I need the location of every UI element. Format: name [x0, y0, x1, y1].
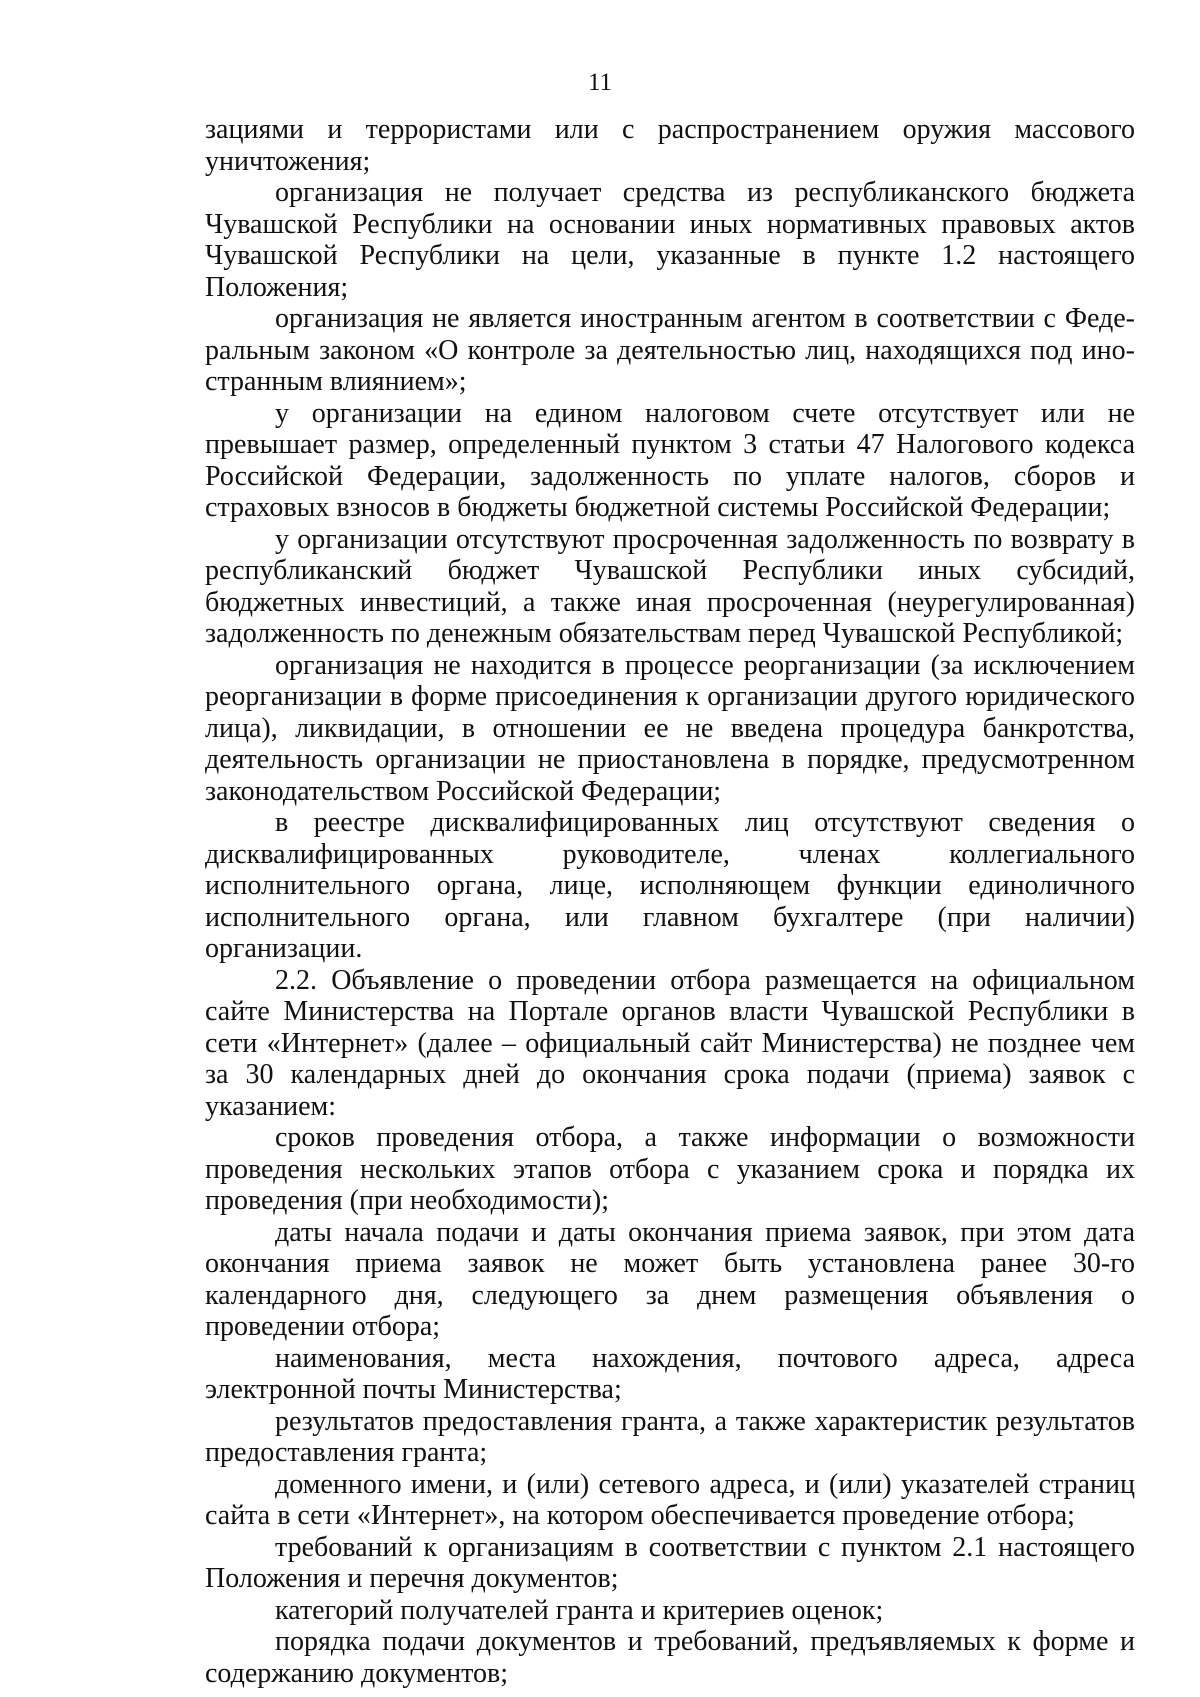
- paragraph: наименования, места нахождения, почтового адреса, адреса электронной почты Министерства;: [205, 1342, 1135, 1405]
- paragraph: категорий получателей гранта и критериев оценок;: [275, 1594, 884, 1626]
- paragraph: даты начала подачи и даты окончания приема заявок, при этом дата окончания приема заявок не может быть установлена ранее 30-го календарного дня, следующего за днем размещения объявления о проведении отбора;: [205, 1216, 1135, 1342]
- paragraph: результатов предоставления гранта, а также характеристик результатов предоставления гранта;: [205, 1405, 1135, 1468]
- paragraph: доменного имени, и (или) сетевого адреса, и (или) указателей страниц сайта в сети «Интернет», на котором обеспечивается проведение отбора;: [205, 1468, 1135, 1531]
- paragraph: организация не получает средства из республиканского бюджета Чувашской Республики на основании иных нормативных правовых актов Чувашской Республики на цели, указанные в пункте 1.2 настоящего Положения;: [205, 177, 1135, 303]
- paragraph: требований к организациям в соответствии с пунктом 2.1 настоящего Положения и перечня документов;: [205, 1531, 1135, 1594]
- page-number: 11: [587, 69, 613, 96]
- document-body: [205, 114, 1135, 1689]
- paragraph: организация не является иностранным агентом в соответствии с Федеральным законом «О контроле за деятельностью лиц, находящихся под иностранным влиянием»;: [205, 303, 1135, 397]
- paragraph: в реестре дисквалифицированных лиц отсутствуют сведения о дисквалифицированных руководителе, членах коллегиального исполнительного органа, лице, исполняющем функции единоличного исполнительного органа, или главном бухгалтере (при наличии) организации.: [205, 807, 1135, 964]
- paragraph: у организации отсутствуют просроченная задолженность по возврату в республиканский бюджет Чувашской Республики иных субсидий, бюджетных инвестиций, а также иная просроченная (неурегулированная) задолженность по денежным обязательствам перед Чувашской Республикой;: [205, 523, 1135, 649]
- paragraph: сроков проведения отбора, а также информации о возможности проведения нескольких этапов отбора с указанием срока и порядка их проведения (при необходимости);: [205, 1122, 1135, 1216]
- paragraph: у организации на едином налоговом счете отсутствует или не превышает размер, определенный пунктом 3 статьи 47 Налогового кодекса Российской Федерации, задолженность по уплате налогов, сборов и страховых взносов в бюджеты бюджетной системы Российской Федерации;: [205, 397, 1135, 523]
- paragraph: организация не находится в процессе реорганизации (за исключением реорганизации в форме присоединения к организации другого юридического лица), ликвидации, в отношении ее не введена процедура банкротства, деятельность организации не приостановлена в порядке, предусмотренном законодательством Российской Федерации;: [205, 649, 1135, 807]
- paragraph: порядка подачи документов и требований, предъявляемых к форме и содержанию документов;: [205, 1626, 1135, 1689]
- paragraph: зациями и террористами или с распространением оружия массового уничтожения;: [205, 114, 1135, 177]
- paragraph: 2.2. Объявление о проведении отбора размещается на официальном сайте Министерства на Портале органов власти Чувашской Республики в сети «Интернет» (далее – официальный сайт Министерства) не позднее чем за 30 календарных дней до окончания срока подачи (приема) заявок с указанием:: [205, 964, 1135, 1122]
